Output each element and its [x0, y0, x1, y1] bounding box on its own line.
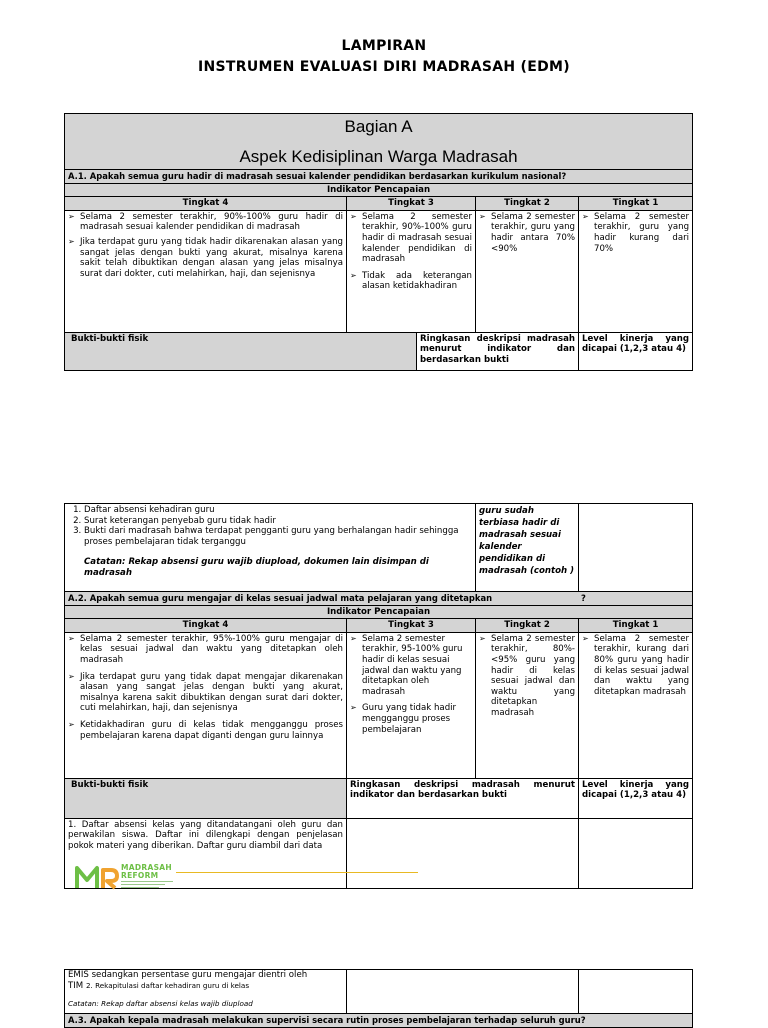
a2-t3-point: Selama 2 semester terakhir, 95-100% guru hadir di kelas sesuai jadwal dan waktu yang ditetapkan oleh madrasah — [362, 633, 463, 697]
a2-level-2-cell — [476, 632, 579, 778]
a2-level-cell[interactable] — [579, 818, 693, 888]
arrow-bullet-icon: ➢ — [68, 671, 75, 681]
section-header — [65, 114, 693, 170]
a2-level-label: Level kinerja yang dicapai (1,2,3 atau 4) — [579, 778, 693, 818]
a2-level-1-cell — [579, 632, 693, 778]
a2-t4-point: Ketidakhadiran guru di kelas tidak mengganggu proses pembelajaran karena dapat diganti dengan guru lainnya — [80, 719, 343, 741]
a1-ringkasan-text: guru sudah terbiasa hadir di madrasah sesuai kalender pendidikan di madrasah (contoh ) — [479, 506, 575, 576]
a2-ringkasan-label: Ringkasan deskripsi madrasah menurut indikator dan berdasarkan bukti — [347, 778, 579, 818]
a1-level-4-cell — [65, 210, 347, 332]
a1-question: A.1. Apakah semua guru hadir di madrasah sesuai kalender pendidikan berdasarkan kurikulum nasional? — [65, 170, 693, 184]
a2-level-4-header: Tingkat 4 — [65, 619, 347, 633]
a2-t4-point: Jika terdapat guru yang tidak dapat mengajar dikarenakan alasan yang sangat jelas dengan bukti yang akurat, misalnya karena sakit dibuktikan dengan surat dari dokter, cuti melahirkan, haji, dan sejenisnya — [80, 671, 343, 714]
a2-question-mark: ? — [581, 593, 586, 603]
madrasah-reform-logo — [75, 862, 185, 892]
a1-bukti-cell — [65, 504, 476, 592]
a2-level-1-header: Tingkat 1 — [579, 619, 693, 633]
a2-continued-table — [64, 969, 693, 1028]
a1-level-cell[interactable] — [579, 504, 693, 592]
page-heading-instrumen: INSTRUMEN EVALUASI DIRI MADRASAH (EDM) — [198, 59, 570, 75]
arrow-bullet-icon: ➢ — [350, 211, 357, 221]
a2-level-4-cell — [65, 632, 347, 778]
a2-emis-text: EMIS sedangkan persentase guru mengajar dientri oleh — [68, 970, 308, 980]
a2-catatan-text: Catatan: Rekap daftar absensi kelas wajib diupload — [68, 998, 253, 1008]
a1-catatan: Catatan: Rekap absensi guru wajib diupload, dokumen lain disimpan di madrasah — [84, 557, 429, 578]
logo-text-madrasah: MADRASAH — [121, 863, 172, 872]
a3-question: A.3. Apakah kepala madrasah melakukan supervisi secara rutin proses pembelajaran terhadap seluruh guru? — [65, 1014, 693, 1028]
a1-level-2-cell — [476, 210, 579, 332]
a2-t4-point: Selama 2 semester terakhir, 95%-100% guru mengajar di kelas sesuai jadwal dan waktu yang ditetapkan oleh madrasah — [80, 633, 343, 665]
a2-item2-text: 2. Rekapitulasi daftar kehadiran guru di kelas — [85, 980, 250, 990]
a2-t2-point: Selama 2 semester terakhir, 80%- <95% guru yang hadir di kelas sesuai jadwal dan waktu yang ditetapkan madrasah — [491, 633, 576, 718]
a1-t4-point: Jika terdapat guru yang tidak hadir dikarenakan alasan yang sangat jelas dengan bukti yang akurat, misalnya karena sakit telah dibuktikan dengan alasan yang jelas misalnya surat dari dokter, cuti melahirkan, haji, dan sejenisnya — [80, 236, 343, 279]
a2-bukti-label: Bukti-bukti fisik — [65, 778, 347, 818]
arrow-bullet-icon: ➢ — [350, 633, 357, 643]
a1-t2-point: Selama 2 semester terakhir, guru yang hadir antara 70%<90% — [491, 211, 575, 254]
a2-bukti-cont-cell — [65, 970, 347, 1014]
a1-level-2-header: Tingkat 2 — [476, 197, 579, 211]
a1-t3-point: Tidak ada keterangan alasan ketidakhadiran — [362, 270, 472, 292]
a2-question-text: A.2. Apakah semua guru mengajar di kelas sesuai jadwal mata pelajaran yang ditetapkan — [68, 593, 493, 603]
arrow-bullet-icon: ➢ — [68, 236, 75, 246]
a2-ringkasan-cont-cell[interactable] — [347, 970, 579, 1014]
arrow-bullet-icon: ➢ — [68, 211, 75, 221]
a1-bukti-label: Bukti-bukti fisik — [65, 332, 417, 370]
a2-tim-text: TIM — [68, 980, 84, 991]
a2-question — [65, 592, 693, 606]
arrow-bullet-icon: ➢ — [479, 211, 486, 221]
a1-level-label: Level kinerja yang dicapai (1,2,3 atau 4) — [579, 332, 693, 370]
arrow-bullet-icon: ➢ — [350, 703, 357, 713]
a1-ringkasan-cell — [476, 504, 579, 592]
logo-divider-line — [176, 872, 418, 873]
logo-tagline — [121, 881, 173, 888]
section-title: Bagian A — [344, 117, 413, 136]
a1-indikator-label: Indikator Pencapaian — [65, 183, 693, 197]
a1-t1-point: Selama 2 semester terakhir, guru yang hadir kurang dari 70% — [594, 211, 690, 254]
a1-table — [64, 113, 693, 371]
a1-ringkasan-label: Ringkasan deskripsi madrasah menurut indikator dan berdasarkan bukti — [417, 332, 579, 370]
a2-level-3-header: Tingkat 3 — [347, 619, 476, 633]
arrow-bullet-icon: ➢ — [582, 211, 589, 221]
a2-indikator-label: Indikator Pencapaian — [65, 605, 693, 619]
a1-bukti-item: 3. Bukti dari madrasah bahwa terdapat pengganti guru yang berhalangan hadir sehingga proses pembelajaran tidak terganggu — [84, 526, 472, 547]
arrow-bullet-icon: ➢ — [68, 633, 75, 643]
a2-level-cont-cell[interactable] — [579, 970, 693, 1014]
a1-level-3-header: Tingkat 3 — [347, 197, 476, 211]
madrasah-reform-emblem-icon — [75, 862, 121, 890]
a2-table — [64, 503, 693, 889]
arrow-bullet-icon: ➢ — [68, 719, 75, 729]
a1-level-1-header: Tingkat 1 — [579, 197, 693, 211]
logo-text-reform: REFORM — [121, 871, 159, 880]
section-subtitle: Aspek Kedisiplinan Warga Madrasah — [239, 147, 518, 166]
a2-level-3-cell — [347, 632, 476, 778]
arrow-bullet-icon: ➢ — [479, 633, 486, 643]
page-heading-lampiran: LAMPIRAN — [341, 38, 427, 54]
a1-level-3-cell — [347, 210, 476, 332]
a2-t1-point: Selama 2 semester terakhir, kurang dari 80% guru yang hadir di kelas sesuai jadwal dan waktu yang ditetapkan madrasah — [594, 633, 690, 697]
a1-level-4-header: Tingkat 4 — [65, 197, 347, 211]
a1-bukti-item: 1. Daftar absensi kehadiran guru — [84, 505, 472, 516]
a1-bukti-item: 2. Surat keterangan penyebab guru tidak hadir — [84, 516, 472, 527]
arrow-bullet-icon: ➢ — [350, 270, 357, 280]
a1-t3-point: Selama 2 semester terakhir, 90%-100% guru hadir di madrasah sesuai kalender pendidikan di madrasah — [362, 211, 472, 265]
a1-t4-point: Selama 2 semester terakhir, 90%-100% guru hadir di madrasah sesuai kalender pendidikan di madrasah — [80, 211, 343, 233]
a2-t3-point: Guru yang tidak hadir mengganggu proses pembelajaran — [362, 703, 457, 735]
arrow-bullet-icon: ➢ — [582, 633, 589, 643]
a1-level-1-cell — [579, 210, 693, 332]
a2-ringkasan-cell[interactable] — [347, 818, 579, 888]
a2-bukti-text: 1. Daftar absensi kelas yang ditandatangani oleh guru dan perwakilan siswa. Daftar ini dilengkapi dengan penjelasan pokok materi yang diberikan. Daftar guru diambil dari data — [68, 819, 343, 851]
a2-level-2-header: Tingkat 2 — [476, 619, 579, 633]
